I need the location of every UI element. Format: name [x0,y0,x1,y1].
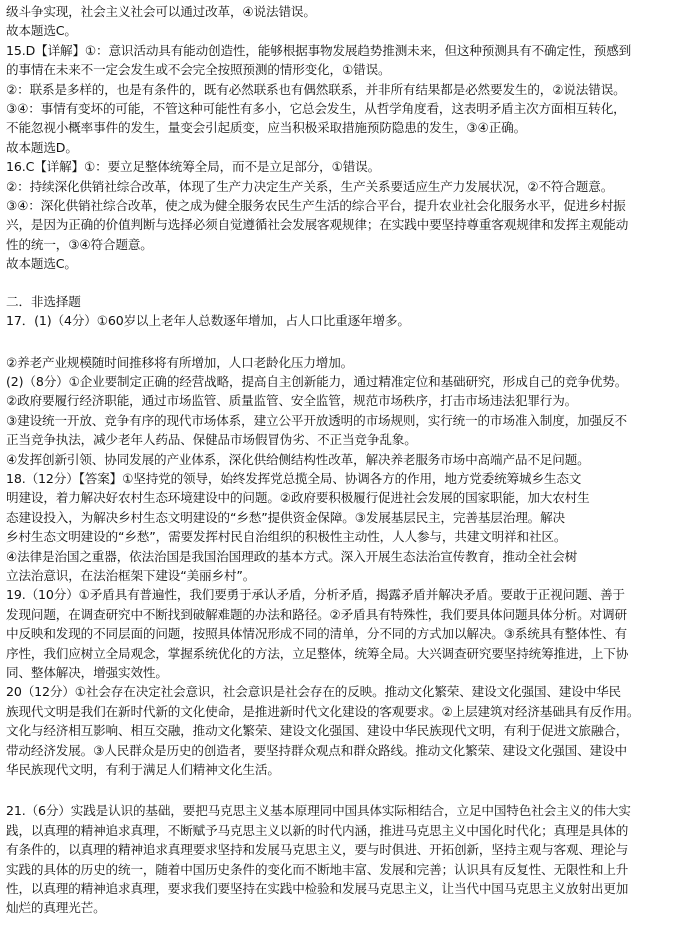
text-line: 性，以真理的精神追求真理，要求我们要坚持在实践中检验和发展马克思主义，让当代中国马克思主义放射出更加 [6,881,629,897]
text-line: ②政府要履行经济职能，通过市场监管、质量监管、安全监管，规范市场秩序，打击市场违法犯罪行为。 [6,393,578,409]
text-line: 的事情在未来不一定会发生或不会完全按照预测的情形变化，①错误。 [6,62,391,78]
text-line: ②养老产业规模随时间推移将有所增加，人口老龄化压力增加。 [6,354,354,370]
spacer [6,779,686,801]
text-line: 级斗争实现，社会主义社会可以通过改革，④说法错误。 [6,4,316,19]
text-line: 文化与经济相互影响、相互交融，推动文化繁荣、建设文化强国、建设中华民族现代文明，有利于促进文旅融合， [6,723,629,739]
text-line: 族现代文明是我们在新时代新的文化使命，是推进新时代文化建设的客观要求。②上层建筑对经济基础具有反作用。 [6,703,640,719]
text-line: 性的统一，③④符合题意。 [6,236,153,252]
text-line: ③建设统一开放、竞争有序的现代市场体系，建立公平开放透明的市场规则，实行统一的市场准入制度，加强反不 [6,412,627,428]
text-line: 乡村生态文明建设的“乡愁”，需要发挥村民自治组织的积极性主动性，人人参与，共建文明祥和社区。 [6,529,567,545]
text-line: 发现问题，在调查研究中不断找到破解难题的办法和路径。②矛盾具有特殊性，我们要具体问题具体分析。对调研 [6,606,627,622]
text-line: ③④：事情有变坏的可能，不管这种可能性有多小，它总会发生，从哲学角度看，这表明矛盾主次方面相互转化， [6,101,626,117]
question-18-answer: 18.（12分）【答案】①坚持党的领导，始终发挥党总揽全局、协调各方的作用，地方党委统筹城乡生态文 [6,470,582,486]
text-line: 践，以真理的精神追求真理，不断赋予马克思主义以新的时代内涵，推进马克思主义中国化时代化；真理是具体的 [6,822,629,838]
text-line: 不能忽视小概率事件的发生，量变会引起质变，应当积极采取措施预防隐患的发生，③④正确。 [6,120,527,136]
text-line: 明建设，着力解决好农村生态环境建设中的问题。②政府要积极履行促进社会发展的国家职能，加大农村生 [6,490,590,506]
text-line: ④发挥创新引领、协同发展的产业体系，深化供给侧结构性改革，解决养老服务市场中高端产品不足问题。 [6,451,590,467]
text-line: ③④：深化供销社综合改革，使之成为健全服务农民生产生活的综合平台，提升农业社会化服务水平，促进乡村振 [6,198,626,214]
text-line: 立法治意识，在法治框架下建设“美丽乡村”。 [6,567,256,583]
text-line: 故本题选C。 [6,23,77,39]
text-line: 有条件的，以真理的精神追求真理要求坚持和发展马克思主义，要与时俱进、开拓创新，坚持主观与客观、理论与 [6,842,629,858]
text-line: 带动经济发展。③人民群众是历史的创造者，要坚持群众观点和群众路线。推动文化繁荣、建设文化强国、建设中 [6,742,627,758]
text-line: 同、整体解决，增强实效性。 [6,665,168,680]
text-line: ②：联系是多样的，也是有条件的，既有必然联系也有偶然联系，并非所有结果都是必然要发生的，②说法错误。 [6,81,626,97]
text-line: 态建设投入，为解决乡村生态文明建设的“乡愁”提供资金保障。③发展基层民主，完善基层治理。解决 [6,509,565,525]
text-line: ④法律是治国之重器，依法治国是我国治国理政的基本方式。深入开展生态法治宣传教育，推动全社会树 [6,548,578,564]
text-line: 兴，是因为正确的价值判断与选择必须自觉遵循社会发展客观规律；在实践中要坚持尊重客观规律和发挥主观能动 [6,217,629,233]
text-line: 灿烂的真理光芒。 [6,900,106,916]
question-17-answer: 17．(1)（4分）①60岁以上老年人总数逐年增加，占人口比重逐年增多。 [6,313,410,329]
question-20-answer: 20（12分）①社会存在决定社会意识，社会意识是社会存在的反映。推动文化繁荣、建设文化强国、建设中华民 [6,684,622,700]
question-15-answer: 15.D【详解】①：意识活动具有能动创造性，能够根据事物发展趋势推测未来，但这种预测具有不确定性，预感到 [6,42,632,58]
question-19-answer: 19.（10分）①矛盾具有普遍性，我们要勇于承认矛盾，分析矛盾，揭露矛盾并解决矛盾。要敢于正视问题、善于 [6,587,625,603]
text-line: 故本题选D。 [6,139,78,155]
question-21-answer: 21.（6分）实践是认识的基础，要把马克思主义基本原理同中国具体实际相结合，立足中国特色社会主义的伟大实 [6,803,631,819]
text-line: (2)（8分）①企业要制定正确的经营战略，提高自主创新能力，通过精准定位和基础研究，形成自己的竞争优势。 [6,373,628,389]
text-line: 序性，我们应树立全局观念，掌握系统优化的方法，立足整体，统筹全局。大兴调查研究要坚持统筹推进，上下协 [6,645,629,661]
text-line: 实践的具体的历史的统一，随着中国历史条件的变化而不断地丰富、发展和完善；认识具有反复性、无限性和上升 [6,861,629,877]
question-16-answer: 16.C【详解】①：要立足整体统筹全局，而不是立足部分，①错误。 [6,159,381,175]
spacer [6,274,686,292]
spacer [6,331,686,353]
text-line: 中反映和发现的不同层面的问题，按照具体情况形成不同的清单，分不同的方式加以解决。③系统具有整体性、有 [6,626,627,642]
section-heading: 二．非选择题 [6,293,81,309]
text-line: 故本题选C。 [6,256,77,272]
text-line: 华民族现代文明，有利于满足人们精神文化生活。 [6,762,280,778]
text-line: ②：持续深化供销社综合改革，体现了生产力决定生产关系，生产关系要适应生产力发展状况，②不符合题意。 [6,178,614,194]
text-line: 正当竞争执法，减少老年人药品、保健品市场假冒伪劣、不正当竞争乱象。 [6,432,417,448]
